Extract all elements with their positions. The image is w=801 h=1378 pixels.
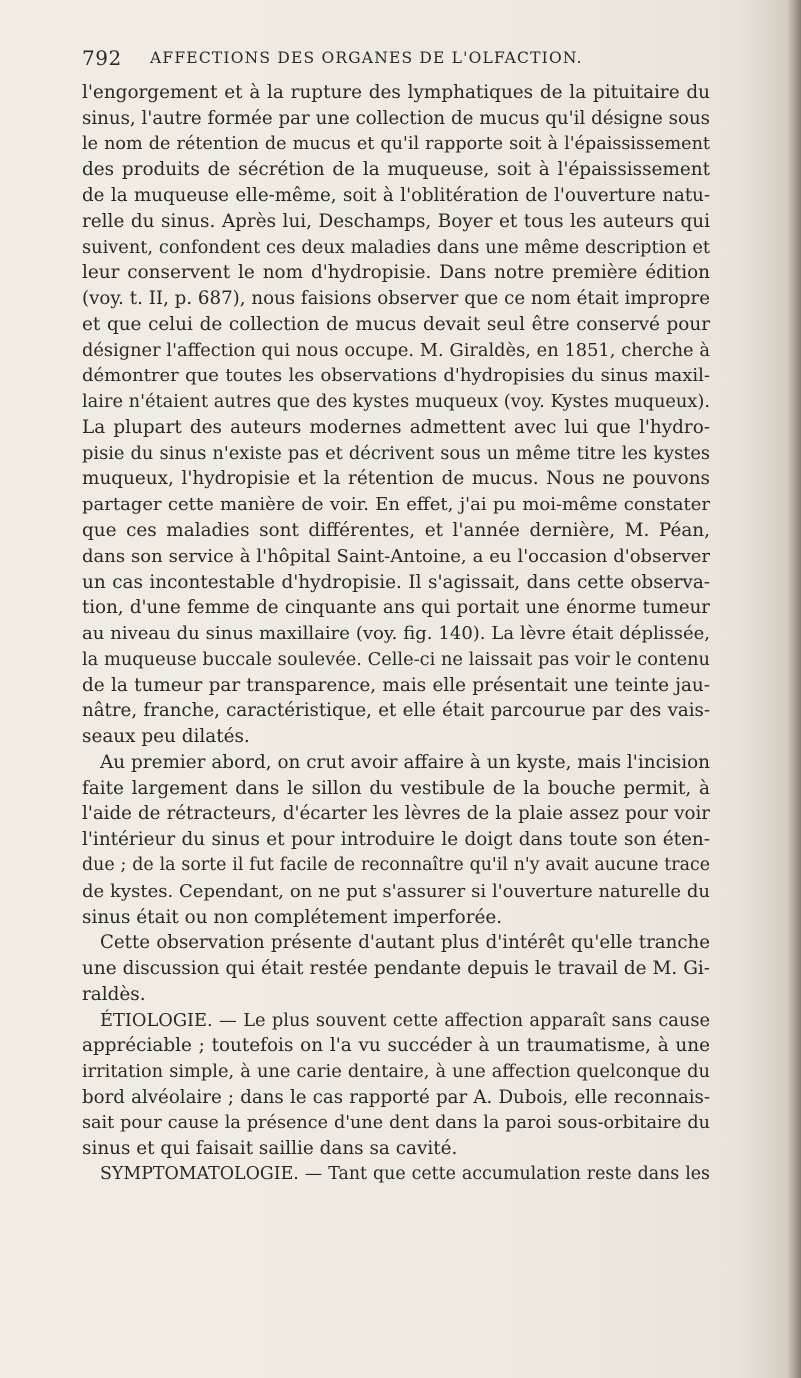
text-line: dans son service à l'hôpital Saint-Antoine, a eu l'occasion d'observer [82,545,710,567]
text-line: bord alvéolaire ; dans le cas rapporté par A. Dubois, elle reconnais- [82,1086,710,1108]
text-line: sinus et qui faisait saillie dans sa cavité. [82,1138,458,1160]
page-header [82,46,710,72]
text-line: suivent, confondent ces deux maladies dans une même description et [82,236,710,258]
page-number: 792 [82,46,122,70]
text-line: Au premier abord, on crut avoir affaire à un kyste, mais l'incision [100,751,710,773]
text-line: (voy. t. II, p. 687), nous faisions observer que ce nom était impropre [82,288,710,310]
running-title: AFFECTIONS DES ORGANES DE L'OLFACTION. [150,49,583,67]
text-line: relle du sinus. Après lui, Deschamps, Boyer et tous les auteurs qui [82,210,710,232]
page-edge-shadow [787,0,801,1378]
text-line: sinus, l'autre formée par une collection de mucus qu'il désigne sous [82,107,710,129]
text-line: ÉTIOLOGIE. — Le plus souvent cette affection apparaît sans cause [100,1009,710,1031]
text-line: de la muqueuse elle-même, soit à l'oblitération de l'ouverture natu- [82,185,710,207]
text-line: et que celui de collection de mucus devait seul être conservé pour [82,313,710,335]
text-line: sait pour cause la présence d'une dent dans la paroi sous-orbitaire du [82,1112,710,1133]
text-line: appréciable ; toutefois on l'a vu succéder à un traumatisme, à une [82,1035,710,1057]
text-line: désigner l'affection qui nous occupe. M. Giraldès, en 1851, cherche à [82,339,710,361]
text-line: un cas incontestable d'hydropisie. Il s'agissait, dans cette observa- [82,571,710,593]
text-line: au niveau du sinus maxillaire (voy. fig. 140). La lèvre était déplissée, [82,623,710,645]
text-line: SYMPTOMATOLOGIE. — Tant que cette accumulation reste dans les [100,1164,710,1185]
text-line: nâtre, franche, caractéristique, et elle était parcourue par des vais- [82,700,710,722]
text-line: une discussion qui était restée pendante depuis le travail de M. Gi- [82,958,710,980]
text-line: muqueux, l'hydropisie et la rétention de mucus. Nous ne pouvons [82,468,710,490]
text-line: sinus était ou non complétement imperforée. [82,906,503,928]
text-line: des produits de sécrétion de la muqueuse, soit à l'épaississement [82,159,710,181]
text-line: l'intérieur du sinus et pour introduire le doigt dans toute son éten- [82,829,710,851]
text-line: laire n'étaient autres que des kystes muqueux (voy. Kystes muqueux). [82,391,710,413]
text-line: Cette observation présente d'autant plus d'intérêt qu'elle tranche [100,932,710,954]
text-line: due ; de la sorte il fut facile de reconnaître qu'il n'y avait aucune trace [82,854,710,875]
text-line: pisie du sinus n'existe pas et décrivent sous un même titre les kystes [82,442,710,464]
text-line: partager cette manière de voir. En effet, j'ai pu moi-même constater [82,494,710,516]
text-line: raldès. [82,983,146,1005]
text-line: tion, d'une femme de cinquante ans qui portait une énorme tumeur [82,597,710,619]
text-line: leur conservent le nom d'hydropisie. Dans notre première édition [82,262,710,284]
text-line: de la tumeur par transparence, mais elle présentait une teinte jau- [82,674,710,696]
text-line: démontrer que toutes les observations d'hydropisies du sinus maxil- [82,365,710,387]
text-line: de kystes. Cependant, on ne put s'assurer si l'ouverture naturelle du [82,880,710,902]
text-line: l'aide de rétracteurs, d'écarter les lèvres de la plaie assez pour voir [82,803,710,825]
text-line: seaux peu dilatés. [82,726,250,748]
text-line: le nom de rétention de mucus et qu'il rapporte soit à l'épaississement [82,133,710,154]
text-line: que ces maladies sont différentes, et l'année dernière, M. Péan, [82,520,710,542]
text-line: irritation simple, à une carie dentaire, à une affection quelconque du [82,1061,710,1083]
text-line: La plupart des auteurs modernes admettent avec lui que l'hydro- [82,416,710,438]
text-line: faite largement dans le sillon du vestibule de la bouche permit, à [82,777,710,799]
body-text [82,80,710,1188]
text-line: l'engorgement et à la rupture des lymphatiques de la pituitaire du [82,82,710,103]
text-line: la muqueuse buccale soulevée. Celle-ci ne laissait pas voir le contenu [82,648,710,670]
